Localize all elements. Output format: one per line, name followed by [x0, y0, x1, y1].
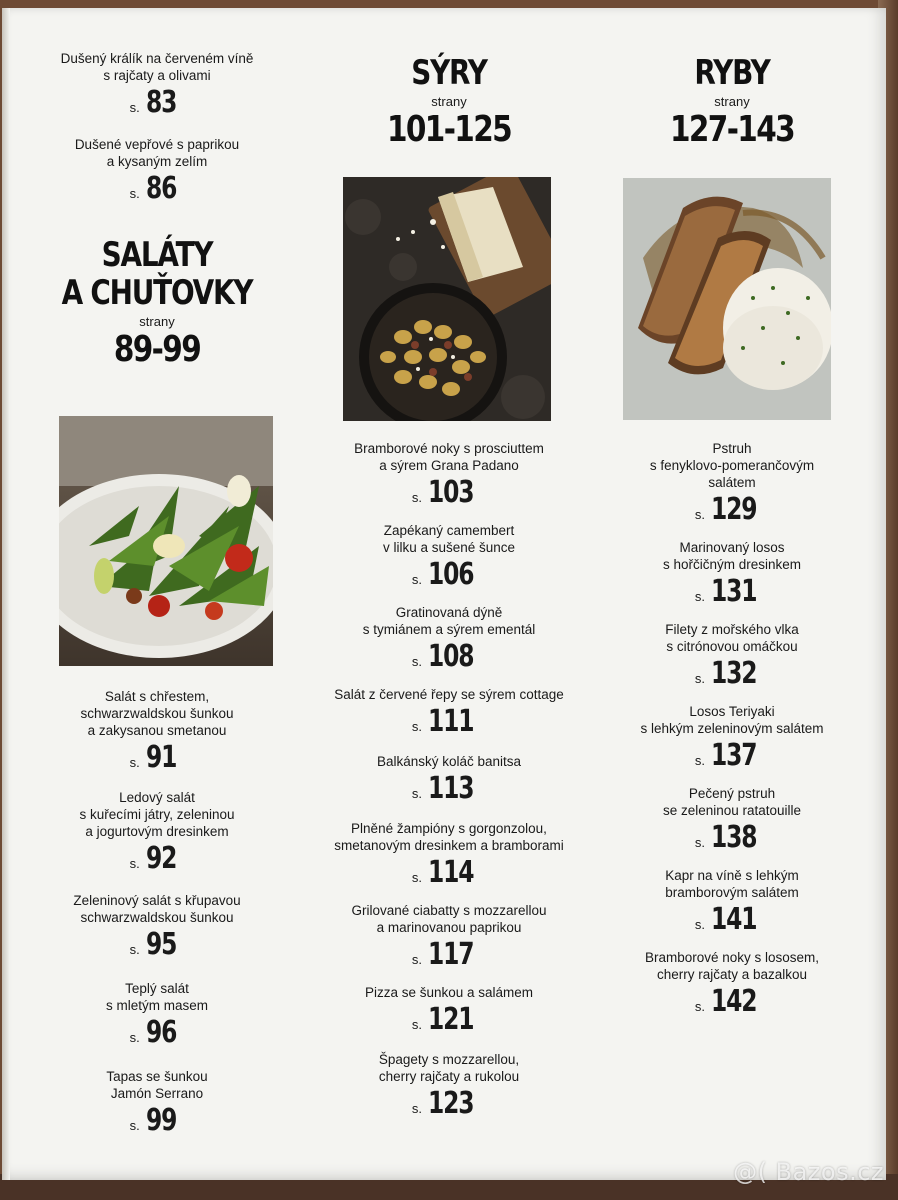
recipe-page-ref: s. 117 [411, 937, 474, 972]
page-number: 123 [428, 1086, 474, 1121]
page-number: 95 [145, 927, 176, 962]
recipe-page-ref: s. 106 [411, 557, 474, 592]
cheese-gnocchi-photo [343, 177, 551, 421]
recipe-name: Zapékaný camembert v lilku a sušené šunce [382, 523, 516, 555]
recipe-item [324, 1051, 574, 1121]
recipe-list-fish [607, 440, 857, 1019]
recipe-page-ref: s. 142 [694, 984, 757, 1019]
recipe-item [607, 703, 857, 773]
section-label: strany [139, 314, 175, 329]
recipe-name: Pstruh s fenyklovo-pomerančovým salátem [649, 441, 815, 490]
recipe-item [607, 785, 857, 855]
recipe-item [324, 686, 574, 739]
page-number: 132 [711, 656, 757, 691]
recipe-item [607, 867, 857, 937]
recipe-item [32, 1068, 282, 1138]
section-title: SÝRY [411, 53, 487, 93]
recipe-name: Bramborové noky s lososem, cherry rajčaty a bazalkou [644, 950, 820, 982]
page-number: 83 [145, 85, 176, 120]
section-label: strany [431, 94, 467, 109]
section-title: RYBY [694, 53, 770, 93]
recipe-name: Salát s chřestem, schwarzwaldskou šunkou a zakysanou smetanou [80, 689, 234, 738]
recipe-name: Balkánský koláč banitsa [376, 754, 522, 769]
recipe-item [324, 522, 574, 592]
page-spine-shadow [2, 8, 10, 1180]
recipe-page-ref: s. 141 [694, 902, 757, 937]
recipe-name: Gratinovaná dýně s tymiánem a sýrem ementál [362, 605, 536, 637]
recipe-item [324, 753, 574, 806]
page-number: 103 [428, 475, 474, 510]
recipe-name: Filety z mořského vlka s citrónovou omáčkou [665, 622, 799, 654]
recipe-name: Dušený králík na červeném víně s rajčaty a olivami [60, 51, 254, 83]
recipe-item [324, 902, 574, 972]
recipe-item [607, 621, 857, 691]
recipe-name: Tapas se šunkou Jamón Serrano [106, 1069, 208, 1101]
recipe-name: Losos Teriyaki s lehkým zeleninovým salátem [640, 704, 824, 736]
column-salads-top [32, 50, 282, 206]
page-number: 92 [145, 841, 176, 876]
recipe-page-ref: s. 129 [694, 492, 757, 527]
recipe-page-ref: s. 96 [129, 1015, 176, 1050]
recipe-item [32, 50, 282, 120]
recipe-list-salads [32, 688, 282, 1138]
recipe-item [324, 820, 574, 890]
recipe-page-ref: s. 99 [129, 1103, 176, 1138]
page-number: 129 [711, 492, 757, 527]
page-number: 96 [145, 1015, 176, 1050]
recipe-page-ref: s. 114 [411, 855, 474, 890]
recipe-item [607, 440, 857, 527]
page-number: 86 [145, 171, 176, 206]
recipe-item [32, 136, 282, 206]
recipe-page-ref: s. 92 [129, 841, 176, 876]
recipe-page-ref: s. 91 [129, 740, 176, 775]
page-number: 117 [428, 937, 474, 972]
recipe-name: Ledový salát s kuřecími játry, zeleninou a jogurtovým dresinkem [79, 790, 235, 839]
recipe-list-cheese [324, 440, 574, 1121]
recipe-item [32, 892, 282, 962]
book-page [2, 8, 886, 1180]
recipe-page-ref: s. 137 [694, 738, 757, 773]
recipe-page-ref: s. 113 [411, 771, 474, 806]
section-page-range: 101-125 [386, 109, 511, 150]
recipe-page-ref: s. 95 [129, 927, 176, 962]
recipe-item [32, 980, 282, 1050]
recipe-page-ref: s. 138 [694, 820, 757, 855]
recipe-item [324, 604, 574, 674]
recipe-item [32, 688, 282, 775]
page-number: 138 [711, 820, 757, 855]
recipe-page-ref: s. 86 [129, 171, 176, 206]
recipe-item [607, 949, 857, 1019]
recipe-name: Grilované ciabatty s mozzarellou a marinovanou paprikou [351, 903, 547, 935]
page-number: 114 [428, 855, 474, 890]
recipe-name: Teplý salát s mletým masem [105, 981, 208, 1013]
section-title: SALÁTY A CHUŤOVKY [61, 235, 253, 313]
recipe-page-ref: s. 132 [694, 656, 757, 691]
page-number: 137 [711, 738, 757, 773]
page-number: 142 [711, 984, 757, 1019]
page-number: 108 [428, 639, 474, 674]
page-number: 106 [428, 557, 474, 592]
section-header-salads [32, 236, 282, 370]
recipe-name: Marinovaný losos s hořčičným dresinkem [662, 540, 802, 572]
section-header-fish [607, 54, 857, 150]
section-label: strany [714, 94, 750, 109]
page-number: 141 [711, 902, 757, 937]
recipe-page-ref: s. 108 [411, 639, 474, 674]
recipe-name: Kapr na víně s lehkým bramborovým salátem [665, 868, 799, 900]
recipe-page-ref: s. 121 [411, 1002, 474, 1037]
salad-photo [59, 416, 273, 666]
page-number: 111 [428, 704, 474, 739]
recipe-page-ref: s. 111 [411, 704, 474, 739]
page-number: 91 [145, 740, 176, 775]
recipe-page-ref: s. 131 [694, 574, 757, 609]
section-header-cheese [324, 54, 574, 150]
recipe-item [324, 440, 574, 510]
recipe-item [324, 984, 574, 1037]
section-page-range: 127-143 [669, 109, 794, 150]
recipe-name: Salát z červené řepy se sýrem cottage [334, 687, 564, 702]
recipe-name: Zeleninový salát s křupavou schwarzwaldskou šunkou [73, 893, 241, 925]
recipe-name: Plněné žampióny s gorgonzolou, smetanovým dresinkem a bramborami [334, 821, 564, 853]
recipe-name: Pečený pstruh se zeleninou ratatouille [662, 786, 802, 818]
page-number: 113 [428, 771, 474, 806]
recipe-page-ref: s. 123 [411, 1086, 474, 1121]
recipe-item [32, 789, 282, 876]
recipe-page-ref: s. 83 [129, 85, 176, 120]
recipe-name: Špagety s mozzarellou, cherry rajčaty a rukolou [378, 1052, 520, 1084]
recipe-name: Pizza se šunkou a salámem [364, 985, 534, 1000]
recipe-page-ref: s. 103 [411, 475, 474, 510]
recipe-name: Dušené vepřové s paprikou a kysaným zelím [74, 137, 240, 169]
fish-photo [623, 178, 831, 420]
watermark-logo: @( Bazos.cz [733, 1158, 884, 1186]
recipe-name: Bramborové noky s prosciuttem a sýrem Grana Padano [354, 441, 544, 473]
section-page-range: 89-99 [113, 329, 201, 370]
page-number: 99 [145, 1103, 176, 1138]
recipe-item [607, 539, 857, 609]
page-number: 121 [428, 1002, 474, 1037]
page-number: 131 [711, 574, 757, 609]
